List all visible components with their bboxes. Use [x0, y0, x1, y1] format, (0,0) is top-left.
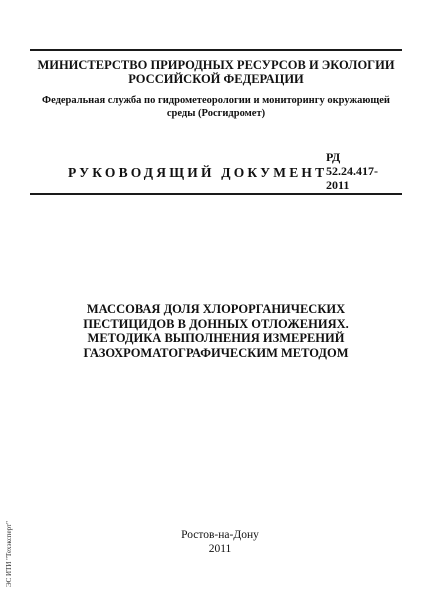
service-line-2: среды (Росгидромет): [166, 108, 266, 119]
title-line-4: ГАЗОХРОМАТОГРАФИЧЕСКИМ МЕТОДОМ: [83, 345, 349, 360]
ministry-line-2: РОССИЙСКОЙ ФЕДЕРАЦИИ: [128, 72, 304, 86]
document-code-line-2: 52.24.417-: [326, 164, 378, 178]
middle-rule: [30, 193, 402, 195]
publication-place: [100, 528, 340, 556]
service-line-1: Федеральная служба по гидрометеорологии и мониторингу окружающей: [42, 95, 390, 106]
side-stamp: ЭС ИТИ "Техэксперт": [5, 521, 13, 587]
service-heading: [30, 94, 402, 120]
title-line-2: ПЕСТИЦИДОВ В ДОННЫХ ОТЛОЖЕНИЯХ.: [83, 316, 349, 331]
document-code-line-1: РД: [326, 150, 341, 164]
publication-city: Ростов-на-Дону: [181, 529, 259, 541]
ministry-heading: [30, 58, 402, 86]
top-rule: [30, 49, 402, 51]
document-code: [326, 150, 378, 192]
title-line-3: МЕТОДИКА ВЫПОЛНЕНИЯ ИЗМЕРЕНИЙ: [87, 331, 345, 345]
ministry-line-1: МИНИСТЕРСТВО ПРИРОДНЫХ РЕСУРСОВ И ЭКОЛОГИИ: [37, 58, 395, 72]
document-type: РУКОВОДЯЩИЙ ДОКУМЕНТ: [68, 165, 328, 180]
document-title: [40, 302, 392, 360]
document-code-line-3: 2011: [326, 178, 350, 192]
title-line-1: МАССОВАЯ ДОЛЯ ХЛОРОРГАНИЧЕСКИХ: [86, 302, 346, 316]
publication-year: 2011: [208, 543, 232, 555]
